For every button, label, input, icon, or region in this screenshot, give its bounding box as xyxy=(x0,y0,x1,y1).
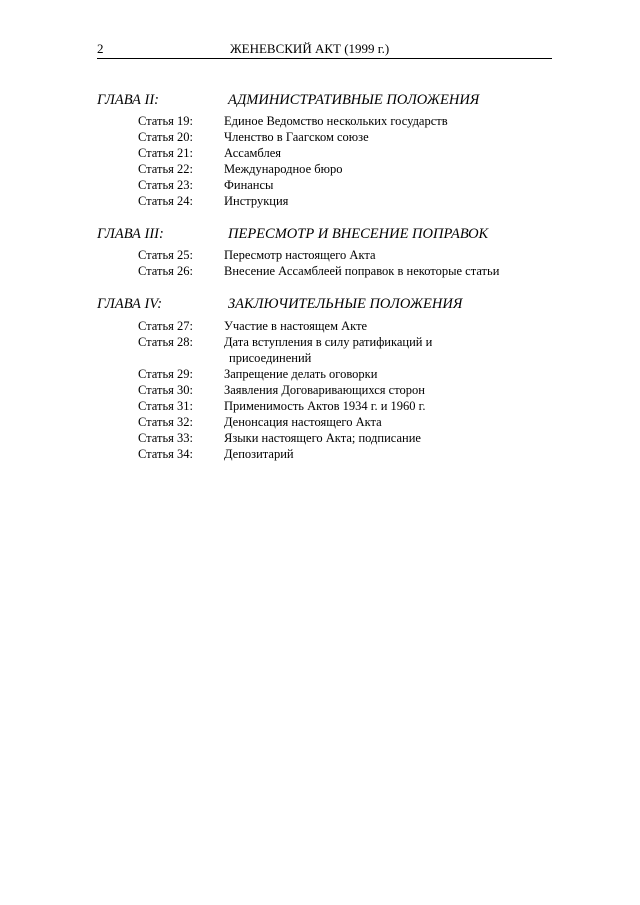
chapter-title: ПЕРЕСМОТР И ВНЕСЕНИЕ ПОПРАВОК xyxy=(228,226,489,242)
article-label: Статья 32: xyxy=(138,415,194,429)
article-title: Языки настоящего Акта; подписание xyxy=(224,431,421,445)
chapter-label: ГЛАВА IV: xyxy=(97,296,163,312)
article-title: Дата вступления в силу ратификаций и xyxy=(224,335,433,349)
article-title: Участие в настоящем Акте xyxy=(224,319,368,333)
article-title: Запрещение делать оговорки xyxy=(224,367,378,381)
page-number: 2 xyxy=(97,41,104,56)
chapter-label: ГЛАВА III: xyxy=(97,226,164,242)
article-label: Статья 26: xyxy=(138,264,194,278)
article-title: Внесение Ассамблеей поправок в некоторые статьи xyxy=(224,264,500,278)
article-label: Статья 20: xyxy=(138,130,194,144)
article-title: Единое Ведомство нескольких государств xyxy=(224,114,448,128)
page-header xyxy=(97,40,552,59)
article-label: Статья 21: xyxy=(138,146,194,160)
article-label: Статья 27: xyxy=(138,319,194,333)
chapter-title: АДМИНИСТРАТИВНЫЕ ПОЛОЖЕНИЯ xyxy=(228,92,480,108)
article-label: Статья 25: xyxy=(138,248,194,262)
article-label: Статья 23: xyxy=(138,178,194,192)
article-label: Статья 34: xyxy=(138,447,194,461)
article-title: Пересмотр настоящего Акта xyxy=(224,248,376,262)
article-title-continuation: присоединений xyxy=(229,351,312,365)
article-label: Статья 22: xyxy=(138,162,194,176)
article-label: Статья 24: xyxy=(138,194,194,208)
chapter-title: ЗАКЛЮЧИТЕЛЬНЫЕ ПОЛОЖЕНИЯ xyxy=(228,296,463,312)
article-label: Статья 28: xyxy=(138,335,194,349)
article-label: Статья 29: xyxy=(138,367,194,381)
article-label: Статья 19: xyxy=(138,114,194,128)
article-label: Статья 31: xyxy=(138,399,194,413)
article-title: Членство в Гаагском союзе xyxy=(224,130,369,144)
article-title: Депозитарий xyxy=(224,447,294,461)
chapter-label: ГЛАВА II: xyxy=(97,92,160,108)
article-title: Денонсация настоящего Акта xyxy=(224,415,382,429)
article-title: Заявления Договаривающихся сторон xyxy=(224,383,425,397)
article-title: Финансы xyxy=(224,178,274,192)
running-title: ЖЕНЕВСКИЙ АКТ (1999 г.) xyxy=(230,41,390,56)
article-label: Статья 33: xyxy=(138,431,194,445)
article-label: Статья 30: xyxy=(138,383,194,397)
article-title: Международное бюро xyxy=(224,162,343,176)
article-title: Ассамблея xyxy=(224,146,282,160)
article-title: Инструкция xyxy=(224,194,289,208)
article-title: Применимость Актов 1934 г. и 1960 г. xyxy=(224,399,426,413)
